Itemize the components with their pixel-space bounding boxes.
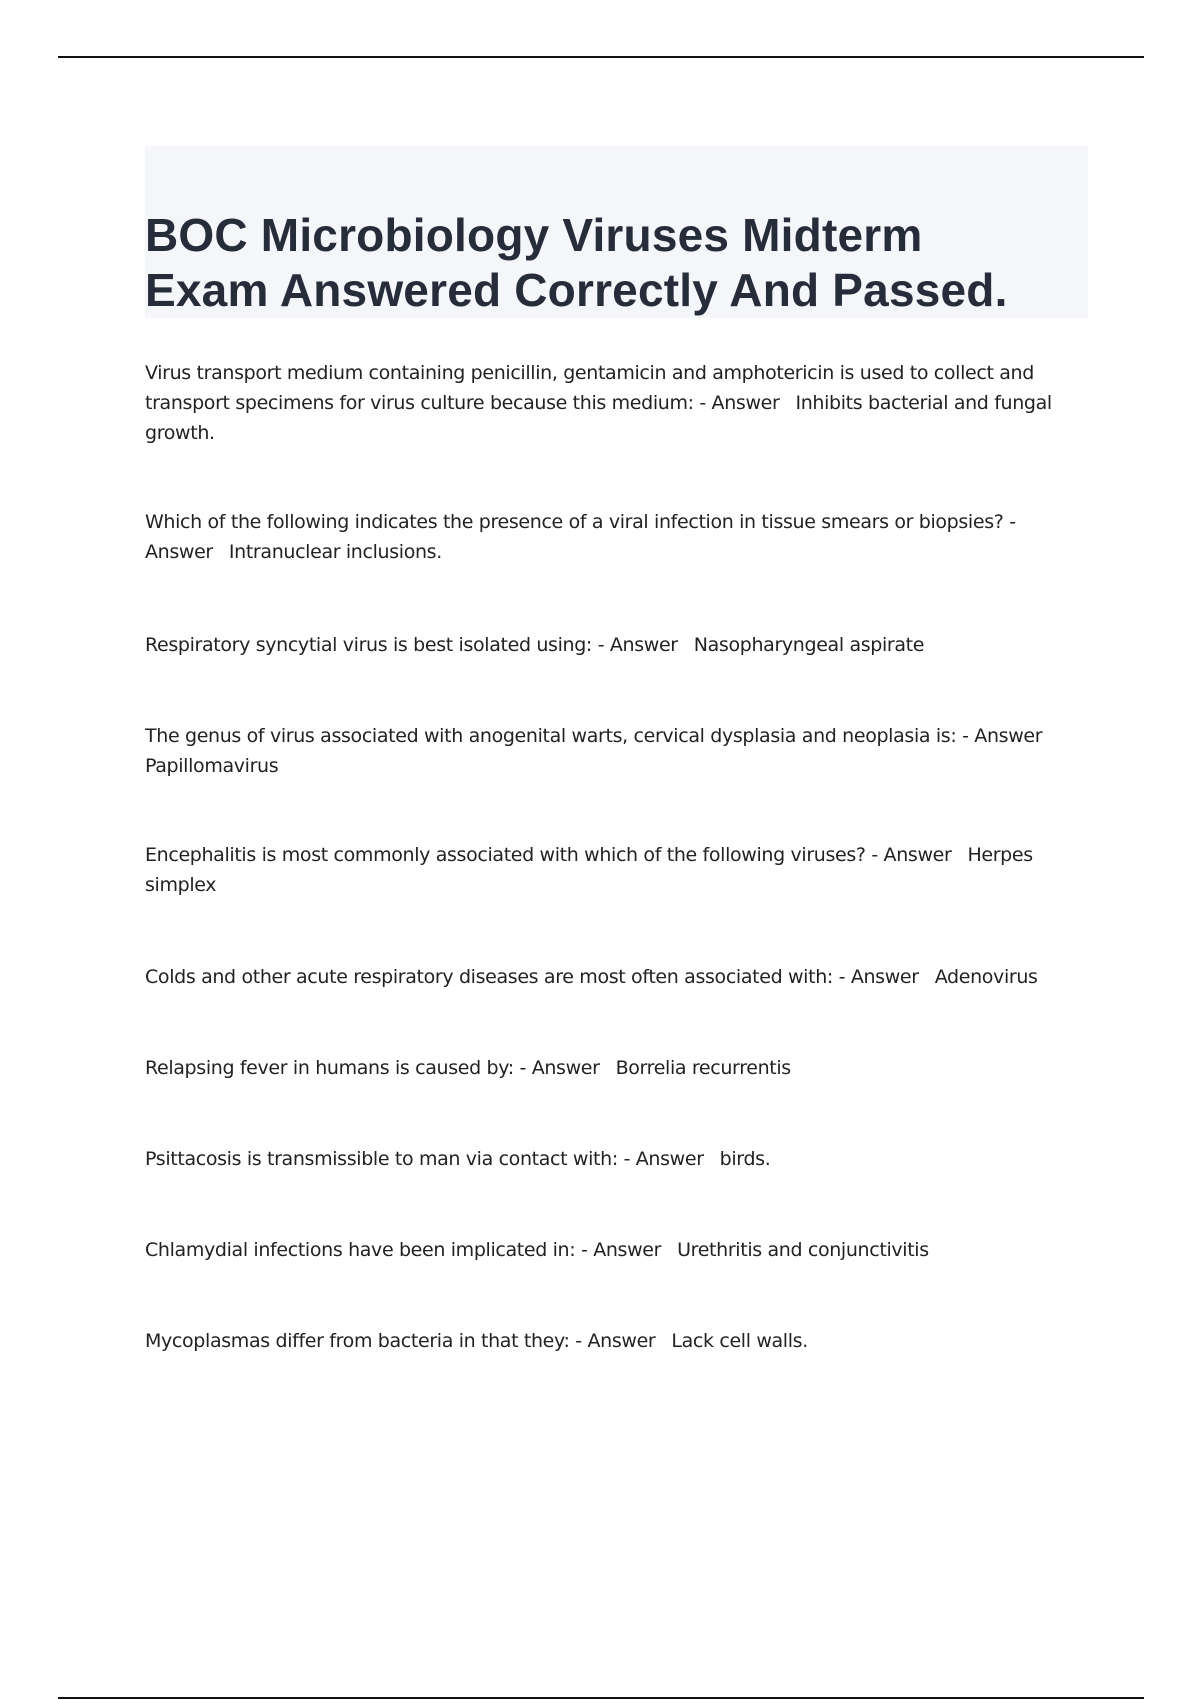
answer-label: - Answer: [581, 1239, 662, 1261]
answer-text: Papillomavirus: [145, 755, 279, 777]
answer-text: Lack cell walls.: [671, 1330, 808, 1352]
document-title-line-2: Exam Answered Correctly And Passed.: [145, 264, 1008, 316]
answer-text: Adenovirus: [934, 966, 1038, 988]
bottom-rule: [58, 1697, 1144, 1699]
question-text: Chlamydial infections have been implicated in:: [145, 1239, 576, 1261]
question-text: Mycoplasmas differ from bacteria in that they:: [145, 1330, 570, 1352]
question-text: Colds and other acute respiratory diseases are most often associated with:: [145, 966, 833, 988]
answer-text: Nasopharyngeal aspirate: [693, 634, 925, 656]
answer-text: birds.: [719, 1148, 771, 1170]
question-text: Respiratory syncytial virus is best isolated using:: [145, 634, 592, 656]
qa-item-6: [145, 962, 1075, 992]
document-title: [145, 208, 1088, 318]
qa-item-9: [145, 1235, 1075, 1265]
answer-label: - Answer: [145, 511, 1016, 563]
question-text: The genus of virus associated with anogenital warts, cervical dysplasia and neoplasia is:: [145, 725, 957, 747]
answer-label: - Answer: [519, 1057, 600, 1079]
title-banner: [145, 146, 1088, 318]
answer-text: Urethritis and conjunctivitis: [677, 1239, 929, 1261]
answer-label: - Answer: [871, 844, 952, 866]
question-text: Encephalitis is most commonly associated with which of the following viruses?: [145, 844, 866, 866]
question-text: Relapsing fever in humans is caused by:: [145, 1057, 514, 1079]
answer-label: - Answer: [623, 1148, 704, 1170]
qa-item-8: [145, 1144, 1075, 1174]
answer-text: Inhibits bacterial and fungal growth.: [145, 392, 1052, 444]
question-text: Psittacosis is transmissible to man via contact with:: [145, 1148, 618, 1170]
qa-item-4: [145, 721, 1075, 781]
top-rule: [58, 56, 1144, 58]
answer-text: Intranuclear inclusions.: [228, 541, 442, 563]
answer-label: - Answer: [597, 634, 678, 656]
question-text: Which of the following indicates the presence of a viral infection in tissue smears or biopsies?: [145, 511, 1004, 533]
qa-item-10: [145, 1326, 1075, 1356]
qa-item-1: [145, 358, 1075, 448]
answer-label: - Answer: [962, 725, 1043, 747]
qa-item-5: [145, 840, 1075, 900]
answer-text: Herpes simplex: [145, 844, 1033, 896]
document-title-line-1: BOC Microbiology Viruses Midterm: [145, 209, 923, 261]
answer-label: - Answer: [575, 1330, 656, 1352]
answer-label: - Answer: [699, 392, 780, 414]
qa-item-3: [145, 630, 1075, 660]
question-text: Virus transport medium containing penicillin, gentamicin and amphotericin is used to collect and transport specimens for virus culture because this medium:: [145, 362, 1034, 414]
qa-item-7: [145, 1053, 1075, 1083]
qa-item-2: [145, 507, 1075, 567]
answer-text: Borrelia recurrentis: [615, 1057, 791, 1079]
answer-label: - Answer: [838, 966, 919, 988]
